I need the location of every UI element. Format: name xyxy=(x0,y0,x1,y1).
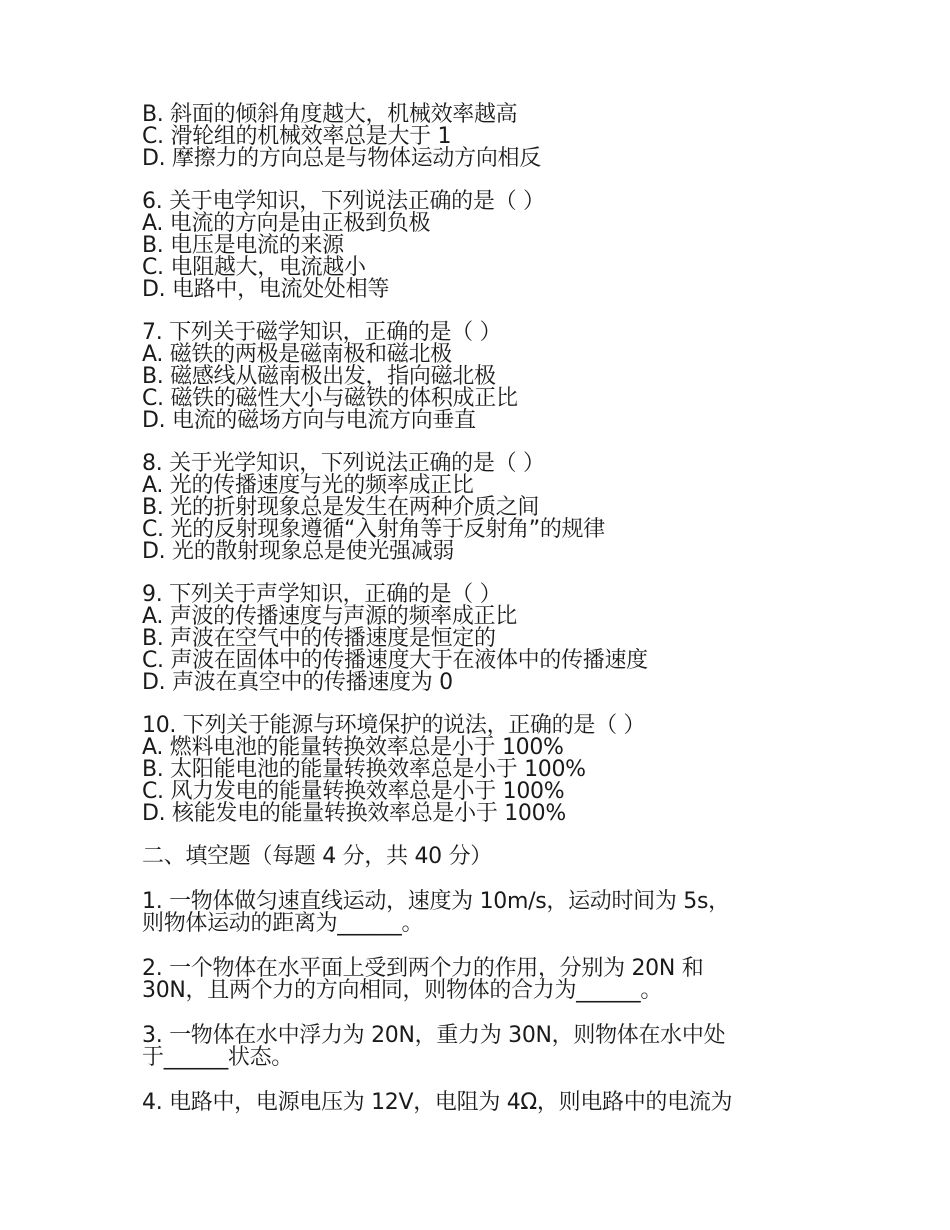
question-line: 1. 一物体做匀速直线运动，速度为 10m/s，运动时间为 5s， xyxy=(142,889,730,914)
question-stem: 9. 下列关于声学知识，正确的是（ ） xyxy=(142,582,502,607)
spacer xyxy=(142,301,822,322)
option-c: C. 电阻越大，电流越小 xyxy=(142,255,366,280)
option-a: A. 声波的传播速度与声源的频率成正比 xyxy=(142,604,517,629)
question-line: 2. 一个物体在水平面上受到两个力的作用，分别为 20N 和 xyxy=(142,956,704,981)
option-c: C. 磁铁的磁性大小与磁铁的体积成正比 xyxy=(142,386,518,411)
section-title: 二、填空题（每题 4 分，共 40 分） xyxy=(142,844,492,869)
option-c: C. 风力发电的能量转换效率总是小于 100% xyxy=(142,779,565,804)
question-stem: 8. 关于光学知识，下列说法正确的是（ ） xyxy=(142,451,545,476)
fill-question-4 xyxy=(142,1092,822,1114)
exam-content xyxy=(142,104,822,1114)
question-stem: 6. 关于电学知识，下列说法正确的是（ ） xyxy=(142,189,545,214)
question-stem: 7. 下列关于磁学知识，正确的是（ ） xyxy=(142,320,502,345)
option-b: B. 磁感线从磁南极出发，指向磁北极 xyxy=(142,364,496,389)
spacer xyxy=(142,868,822,891)
option-c: C. 滑轮组的机械效率总是大于 1 xyxy=(142,124,452,149)
question-line: 4. 电路中，电源电压为 12V，电阻为 4Ω，则电路中的电流为 xyxy=(142,1090,733,1115)
section-heading xyxy=(142,846,822,868)
option-c: C. 光的反射现象遵循“入射角等于反射角”的规律 xyxy=(142,517,605,542)
question-8 xyxy=(142,453,822,563)
fill-question-2 xyxy=(142,958,822,1002)
option-d: D. 光的散射现象总是使光强减弱 xyxy=(142,539,455,564)
spacer xyxy=(142,694,822,715)
option-a: A. 电流的方向是由正极到负极 xyxy=(142,211,431,236)
question-10 xyxy=(142,715,822,825)
option-b: B. 太阳能电池的能量转换效率总是小于 100% xyxy=(142,757,586,782)
option-a: A. 磁铁的两极是磁南极和磁北极 xyxy=(142,342,452,367)
question-stem: 10. 下列关于能源与环境保护的说法，正确的是（ ） xyxy=(142,713,646,738)
question-line: 3. 一物体在水中浮力为 20N，重力为 30N，则物体在水中处 xyxy=(142,1023,726,1048)
question-9 xyxy=(142,584,822,694)
question-line: 于______状态。 xyxy=(142,1045,294,1070)
option-d: D. 核能发电的能量转换效率总是小于 100% xyxy=(142,801,566,826)
option-d: D. 声波在真空中的传播速度为 0 xyxy=(142,670,453,695)
option-a: A. 燃料电池的能量转换效率总是小于 100% xyxy=(142,735,564,760)
spacer xyxy=(142,563,822,584)
question-line: 30N，且两个力的方向相同，则物体的合力为______。 xyxy=(142,978,663,1003)
option-c: C. 声波在固体中的传播速度大于在液体中的传播速度 xyxy=(142,648,648,673)
spacer xyxy=(142,935,822,958)
spacer xyxy=(142,825,822,846)
option-d: D. 电路中，电流处处相等 xyxy=(142,277,390,302)
question-5-tail xyxy=(142,104,822,170)
question-7 xyxy=(142,322,822,432)
spacer xyxy=(142,170,822,191)
option-a: A. 光的传播速度与光的频率成正比 xyxy=(142,473,474,498)
question-6 xyxy=(142,191,822,301)
spacer xyxy=(142,432,822,453)
spacer xyxy=(142,1069,822,1092)
spacer xyxy=(142,1002,822,1025)
option-d: D. 电流的磁场方向与电流方向垂直 xyxy=(142,408,476,433)
fill-question-3 xyxy=(142,1025,822,1069)
option-b: B. 斜面的倾斜角度越大，机械效率越高 xyxy=(142,102,518,127)
question-line: 则物体运动的距离为______。 xyxy=(142,911,424,936)
option-d: D. 摩擦力的方向总是与物体运动方向相反 xyxy=(142,146,541,171)
option-b: B. 电压是电流的来源 xyxy=(142,233,344,258)
option-b: B. 声波在空气中的传播速度是恒定的 xyxy=(142,626,496,651)
fill-question-1 xyxy=(142,891,822,935)
option-b: B. 光的折射现象总是发生在两种介质之间 xyxy=(142,495,540,520)
